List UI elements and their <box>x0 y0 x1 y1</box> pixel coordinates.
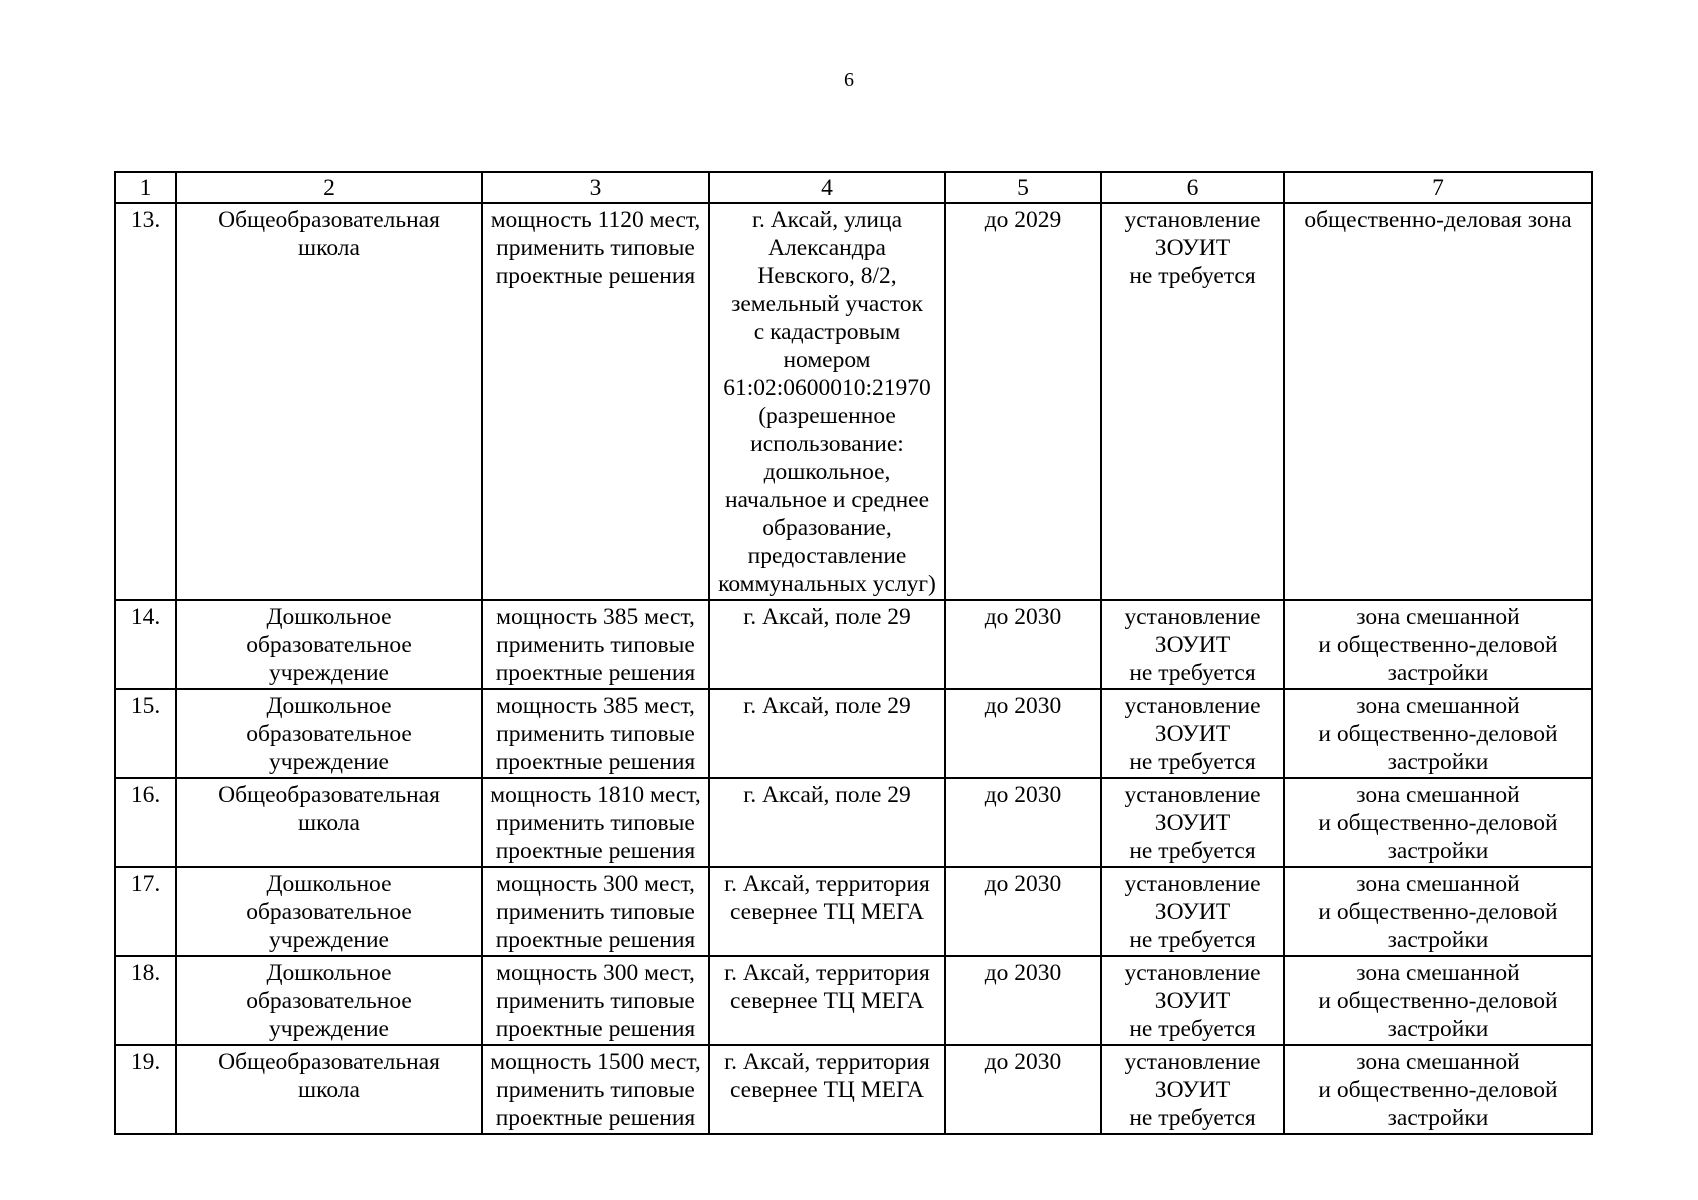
cell-parameters-line: проектные решения <box>495 749 696 775</box>
cell-zouit-line: ЗОУИТ <box>1154 721 1231 747</box>
cell-term <box>945 689 1101 778</box>
cell-object-name <box>176 689 482 778</box>
cell-term <box>945 867 1101 956</box>
cell-object-name-line: Общеобразовательная <box>218 1049 440 1075</box>
cell-location-line: предоставление <box>747 543 907 569</box>
cell-zouit-line: установление <box>1124 960 1261 986</box>
cell-zouit <box>1101 689 1284 778</box>
cell-term-line: до 2030 <box>984 604 1062 630</box>
cell-parameters <box>482 956 709 1045</box>
cell-object-name-line: Дошкольное <box>266 604 392 630</box>
cell-zone <box>1284 600 1592 689</box>
cell-term-line: до 2030 <box>984 960 1062 986</box>
cell-object-name-line: образовательное <box>246 721 412 747</box>
table-row <box>115 689 1592 778</box>
cell-zone <box>1284 867 1592 956</box>
cell-zone-line: застройки <box>1387 1016 1489 1042</box>
cell-zone-line: и общественно-деловой <box>1318 988 1558 1014</box>
cell-parameters-line: мощность 300 мест, <box>496 960 695 986</box>
cell-zone-line: застройки <box>1387 1105 1489 1131</box>
cell-object-name-line: Дошкольное <box>266 693 392 719</box>
cell-zouit-line: не требуется <box>1129 660 1256 686</box>
cell-object-name-line: Дошкольное <box>266 960 392 986</box>
cell-object-name-line: учреждение <box>269 1016 389 1042</box>
cell-parameters-line: мощность 385 мест, <box>496 693 695 719</box>
cell-location-line: Невского, 8/2, <box>757 263 897 289</box>
cell-term-line: до 2030 <box>984 871 1062 897</box>
table-row <box>115 867 1592 956</box>
cell-zouit-line: не требуется <box>1129 838 1256 864</box>
cell-zouit-line: не требуется <box>1129 1105 1256 1131</box>
cell-object-name-line: образовательное <box>246 899 412 925</box>
cell-location-line: (разрешенное <box>758 403 896 429</box>
cell-zouit-line: не требуется <box>1129 749 1256 775</box>
cell-zouit <box>1101 867 1284 956</box>
cell-zone <box>1284 203 1592 600</box>
cell-number: 16. <box>115 778 176 867</box>
cell-location-line: г. Аксай, поле 29 <box>743 604 911 630</box>
cell-zouit <box>1101 203 1284 600</box>
cell-location <box>709 689 945 778</box>
objects-table <box>114 171 1593 1135</box>
cell-zone-line: и общественно-деловой <box>1318 810 1558 836</box>
cell-location-line: севернее ТЦ МЕГА <box>729 899 925 925</box>
cell-parameters-line: применить типовые <box>496 721 695 747</box>
cell-zone-line: зона смешанной <box>1356 871 1520 897</box>
cell-term <box>945 1045 1101 1134</box>
cell-object-name-line: образовательное <box>246 632 412 658</box>
cell-parameters-line: мощность 385 мест, <box>496 604 695 630</box>
cell-zone <box>1284 956 1592 1045</box>
cell-parameters <box>482 778 709 867</box>
cell-zouit-line: установление <box>1124 782 1261 808</box>
cell-zone-line: застройки <box>1387 660 1489 686</box>
header-col-3: 3 <box>482 172 709 203</box>
cell-zone-line: и общественно-деловой <box>1318 899 1558 925</box>
cell-object-name-line: школа <box>298 235 360 261</box>
cell-zone <box>1284 1045 1592 1134</box>
table-row <box>115 203 1592 600</box>
cell-object-name <box>176 956 482 1045</box>
cell-zone-line: зона смешанной <box>1356 693 1520 719</box>
cell-object-name-line: учреждение <box>269 660 389 686</box>
cell-parameters-line: применить типовые <box>496 810 695 836</box>
cell-parameters-line: применить типовые <box>496 1077 695 1103</box>
cell-parameters-line: проектные решения <box>495 838 696 864</box>
cell-location-line: г. Аксай, поле 29 <box>743 782 911 808</box>
cell-location-line: г. Аксай, территория <box>724 960 930 986</box>
cell-location-line: 61:02:0600010:21970 <box>723 375 931 401</box>
cell-zone-line: зона смешанной <box>1356 1049 1520 1075</box>
cell-location-line: номером <box>783 347 871 373</box>
cell-zouit-line: не требуется <box>1129 927 1256 953</box>
cell-parameters-line: мощность 1500 мест, <box>490 1049 701 1075</box>
cell-term-line: до 2030 <box>984 782 1062 808</box>
table-row <box>115 778 1592 867</box>
cell-zone-line: застройки <box>1387 749 1489 775</box>
cell-term <box>945 600 1101 689</box>
cell-location <box>709 600 945 689</box>
cell-zone <box>1284 778 1592 867</box>
cell-zouit-line: установление <box>1124 207 1261 233</box>
cell-term <box>945 203 1101 600</box>
cell-location <box>709 778 945 867</box>
cell-zouit-line: установление <box>1124 871 1261 897</box>
cell-number: 18. <box>115 956 176 1045</box>
cell-object-name <box>176 600 482 689</box>
cell-location <box>709 867 945 956</box>
cell-zouit-line: ЗОУИТ <box>1154 899 1231 925</box>
cell-number: 14. <box>115 600 176 689</box>
header-col-5: 5 <box>945 172 1101 203</box>
cell-location <box>709 1045 945 1134</box>
cell-location-line: Александра <box>768 235 886 261</box>
cell-location-line: образование, <box>762 515 892 541</box>
cell-parameters-line: проектные решения <box>495 263 696 289</box>
cell-zouit-line: установление <box>1124 604 1261 630</box>
cell-zone-line: и общественно-деловой <box>1318 721 1558 747</box>
cell-object-name <box>176 867 482 956</box>
cell-term-line: до 2029 <box>984 207 1062 233</box>
cell-zouit <box>1101 600 1284 689</box>
cell-zone-line: зона смешанной <box>1356 604 1520 630</box>
table-row <box>115 1045 1592 1134</box>
cell-location-line: севернее ТЦ МЕГА <box>729 988 925 1014</box>
cell-location-line: г. Аксай, улица <box>751 207 903 233</box>
cell-location-line: дошкольное, <box>763 459 891 485</box>
cell-location-line: с кадастровым <box>753 319 901 345</box>
cell-object-name-line: школа <box>298 1077 360 1103</box>
cell-zouit-line: ЗОУИТ <box>1154 632 1231 658</box>
cell-parameters <box>482 203 709 600</box>
cell-location-line: земельный участок <box>731 291 923 317</box>
cell-object-name <box>176 203 482 600</box>
header-col-7: 7 <box>1284 172 1592 203</box>
table-row <box>115 956 1592 1045</box>
table-header <box>115 172 1592 203</box>
cell-zouit-line: ЗОУИТ <box>1154 988 1231 1014</box>
cell-parameters <box>482 689 709 778</box>
cell-parameters-line: проектные решения <box>495 1016 696 1042</box>
cell-number: 13. <box>115 203 176 600</box>
cell-location-line: г. Аксай, территория <box>724 1049 930 1075</box>
cell-location-line: севернее ТЦ МЕГА <box>729 1077 925 1103</box>
cell-number: 15. <box>115 689 176 778</box>
cell-location-line: начальное и среднее <box>724 487 930 513</box>
cell-zone <box>1284 689 1592 778</box>
cell-zouit-line: ЗОУИТ <box>1154 1077 1231 1103</box>
cell-zouit-line: не требуется <box>1129 1016 1256 1042</box>
cell-term-line: до 2030 <box>984 1049 1062 1075</box>
cell-zone-line: зона смешанной <box>1356 960 1520 986</box>
cell-zouit-line: установление <box>1124 693 1261 719</box>
cell-parameters-line: мощность 300 мест, <box>496 871 695 897</box>
table-body <box>115 203 1592 1134</box>
cell-parameters-line: проектные решения <box>495 1105 696 1131</box>
cell-object-name <box>176 778 482 867</box>
cell-location-line: г. Аксай, территория <box>724 871 930 897</box>
cell-location-line: г. Аксай, поле 29 <box>743 693 911 719</box>
cell-location <box>709 203 945 600</box>
cell-zouit <box>1101 778 1284 867</box>
cell-object-name-line: Общеобразовательная <box>218 207 440 233</box>
cell-parameters-line: применить типовые <box>496 235 695 261</box>
cell-zone-line: и общественно-деловой <box>1318 632 1558 658</box>
header-col-4: 4 <box>709 172 945 203</box>
cell-location <box>709 956 945 1045</box>
cell-term-line: до 2030 <box>984 693 1062 719</box>
cell-parameters <box>482 867 709 956</box>
cell-object-name-line: Дошкольное <box>266 871 392 897</box>
cell-parameters <box>482 1045 709 1134</box>
cell-zouit <box>1101 1045 1284 1134</box>
cell-term <box>945 956 1101 1045</box>
cell-number: 19. <box>115 1045 176 1134</box>
page-number: 6 <box>844 69 854 91</box>
cell-parameters-line: проектные решения <box>495 660 696 686</box>
cell-zone-line: застройки <box>1387 927 1489 953</box>
cell-zone-line: застройки <box>1387 838 1489 864</box>
cell-object-name <box>176 1045 482 1134</box>
cell-object-name-line: школа <box>298 810 360 836</box>
cell-zone-line: общественно-деловая зона <box>1304 207 1572 233</box>
cell-object-name-line: учреждение <box>269 927 389 953</box>
cell-zouit-line: ЗОУИТ <box>1154 810 1231 836</box>
cell-parameters-line: проектные решения <box>495 927 696 953</box>
cell-zone-line: и общественно-деловой <box>1318 1077 1558 1103</box>
header-col-1: 1 <box>115 172 176 203</box>
cell-zouit <box>1101 956 1284 1045</box>
cell-object-name-line: Общеобразовательная <box>218 782 440 808</box>
header-col-2: 2 <box>176 172 482 203</box>
cell-zouit-line: ЗОУИТ <box>1154 235 1231 261</box>
cell-location-line: коммунальных услуг) <box>718 571 936 597</box>
header-col-6: 6 <box>1101 172 1284 203</box>
cell-object-name-line: образовательное <box>246 988 412 1014</box>
cell-parameters-line: применить типовые <box>496 988 695 1014</box>
header-row <box>115 172 1592 203</box>
cell-parameters-line: применить типовые <box>496 899 695 925</box>
cell-term <box>945 778 1101 867</box>
cell-parameters-line: мощность 1810 мест, <box>490 782 701 808</box>
cell-zouit-line: не требуется <box>1129 263 1256 289</box>
cell-zone-line: зона смешанной <box>1356 782 1520 808</box>
cell-number: 17. <box>115 867 176 956</box>
table-row <box>115 600 1592 689</box>
cell-parameters-line: мощность 1120 мест, <box>490 207 701 233</box>
cell-parameters-line: применить типовые <box>496 632 695 658</box>
cell-parameters <box>482 600 709 689</box>
cell-location-line: использование: <box>750 431 904 457</box>
cell-object-name-line: учреждение <box>269 749 389 775</box>
cell-zouit-line: установление <box>1124 1049 1261 1075</box>
